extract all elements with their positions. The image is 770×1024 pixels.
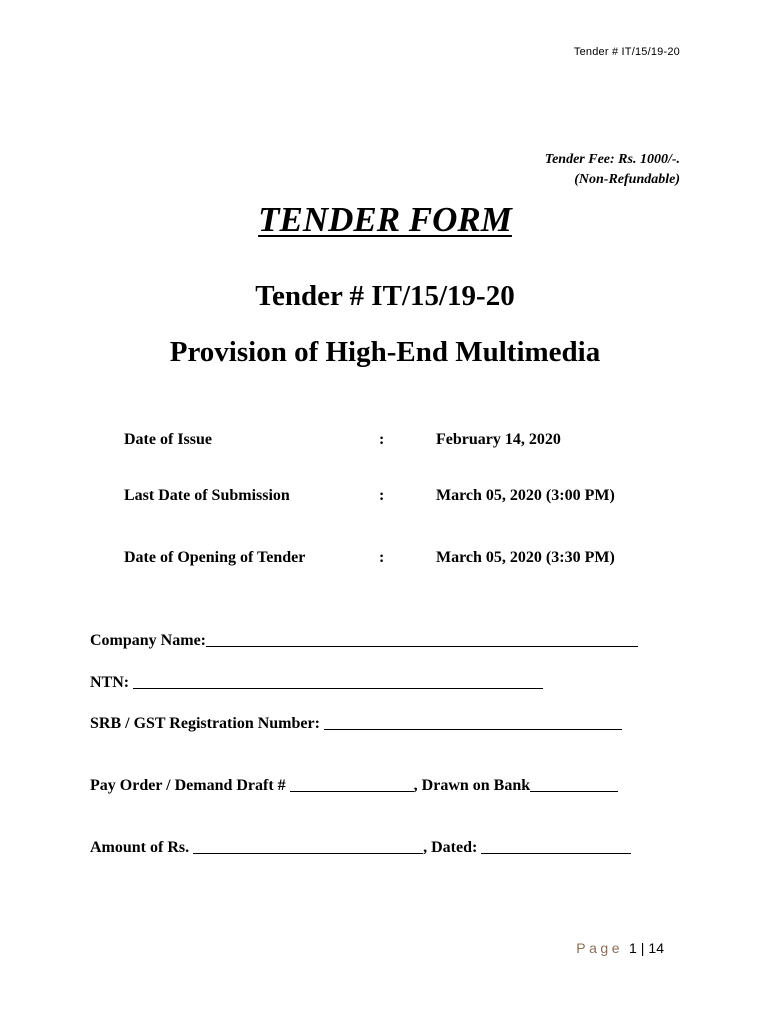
tender-fee: Tender Fee: Rs. 1000/-. bbox=[544, 152, 680, 167]
tender-subject: Provision of High-End Multimedia bbox=[169, 336, 601, 368]
srb-gst-line bbox=[90, 711, 622, 733]
date-colon: : bbox=[379, 487, 385, 504]
srb-gst-blank[interactable] bbox=[324, 713, 622, 730]
date-colon: : bbox=[379, 549, 385, 566]
pay-order-label: Pay Order / Demand Draft # bbox=[90, 777, 286, 794]
drawn-on-bank-blank[interactable] bbox=[530, 775, 618, 792]
date-value: March 05, 2020 (3:00 PM) bbox=[436, 487, 615, 504]
dated-blank[interactable] bbox=[481, 837, 631, 854]
company-name-label: Company Name: bbox=[90, 632, 206, 649]
pay-order-blank[interactable] bbox=[290, 775, 414, 792]
header-tender-reference: Tender # IT/15/19-20 bbox=[573, 46, 680, 58]
last-date-submission-row bbox=[124, 487, 684, 509]
tender-fee-block bbox=[545, 150, 680, 190]
company-name-blank[interactable] bbox=[206, 630, 638, 647]
ntn-label: NTN: bbox=[90, 674, 130, 691]
date-of-issue-row bbox=[124, 431, 684, 453]
pay-order-line bbox=[90, 773, 618, 795]
date-label: Last Date of Submission bbox=[124, 487, 290, 504]
date-colon: : bbox=[379, 431, 385, 448]
date-label: Date of Opening of Tender bbox=[124, 549, 306, 566]
document-title: TENDER FORM bbox=[258, 200, 512, 239]
company-name-line bbox=[90, 628, 638, 650]
amount-blank[interactable] bbox=[193, 837, 423, 854]
amount-label: Amount of Rs. bbox=[90, 839, 190, 856]
total-pages: 14 bbox=[648, 940, 664, 956]
date-opening-tender-row bbox=[124, 549, 684, 571]
date-value: March 05, 2020 (3:30 PM) bbox=[436, 549, 615, 566]
amount-line bbox=[90, 835, 631, 857]
page-word: Page bbox=[576, 940, 623, 956]
tender-number: Tender # IT/15/19-20 bbox=[255, 280, 515, 312]
srb-gst-label: SRB / GST Registration Number: bbox=[90, 715, 320, 732]
non-refundable-note: (Non-Refundable) bbox=[574, 172, 680, 187]
page-separator: | bbox=[640, 940, 645, 956]
date-value: February 14, 2020 bbox=[436, 431, 561, 448]
current-page: 1 bbox=[628, 940, 637, 956]
ntn-blank[interactable] bbox=[133, 672, 543, 689]
drawn-on-bank-label: , Drawn on Bank bbox=[413, 777, 531, 794]
dated-label: , Dated: bbox=[423, 839, 478, 856]
page-footer bbox=[576, 940, 664, 956]
date-label: Date of Issue bbox=[124, 431, 212, 448]
ntn-line bbox=[90, 670, 543, 692]
